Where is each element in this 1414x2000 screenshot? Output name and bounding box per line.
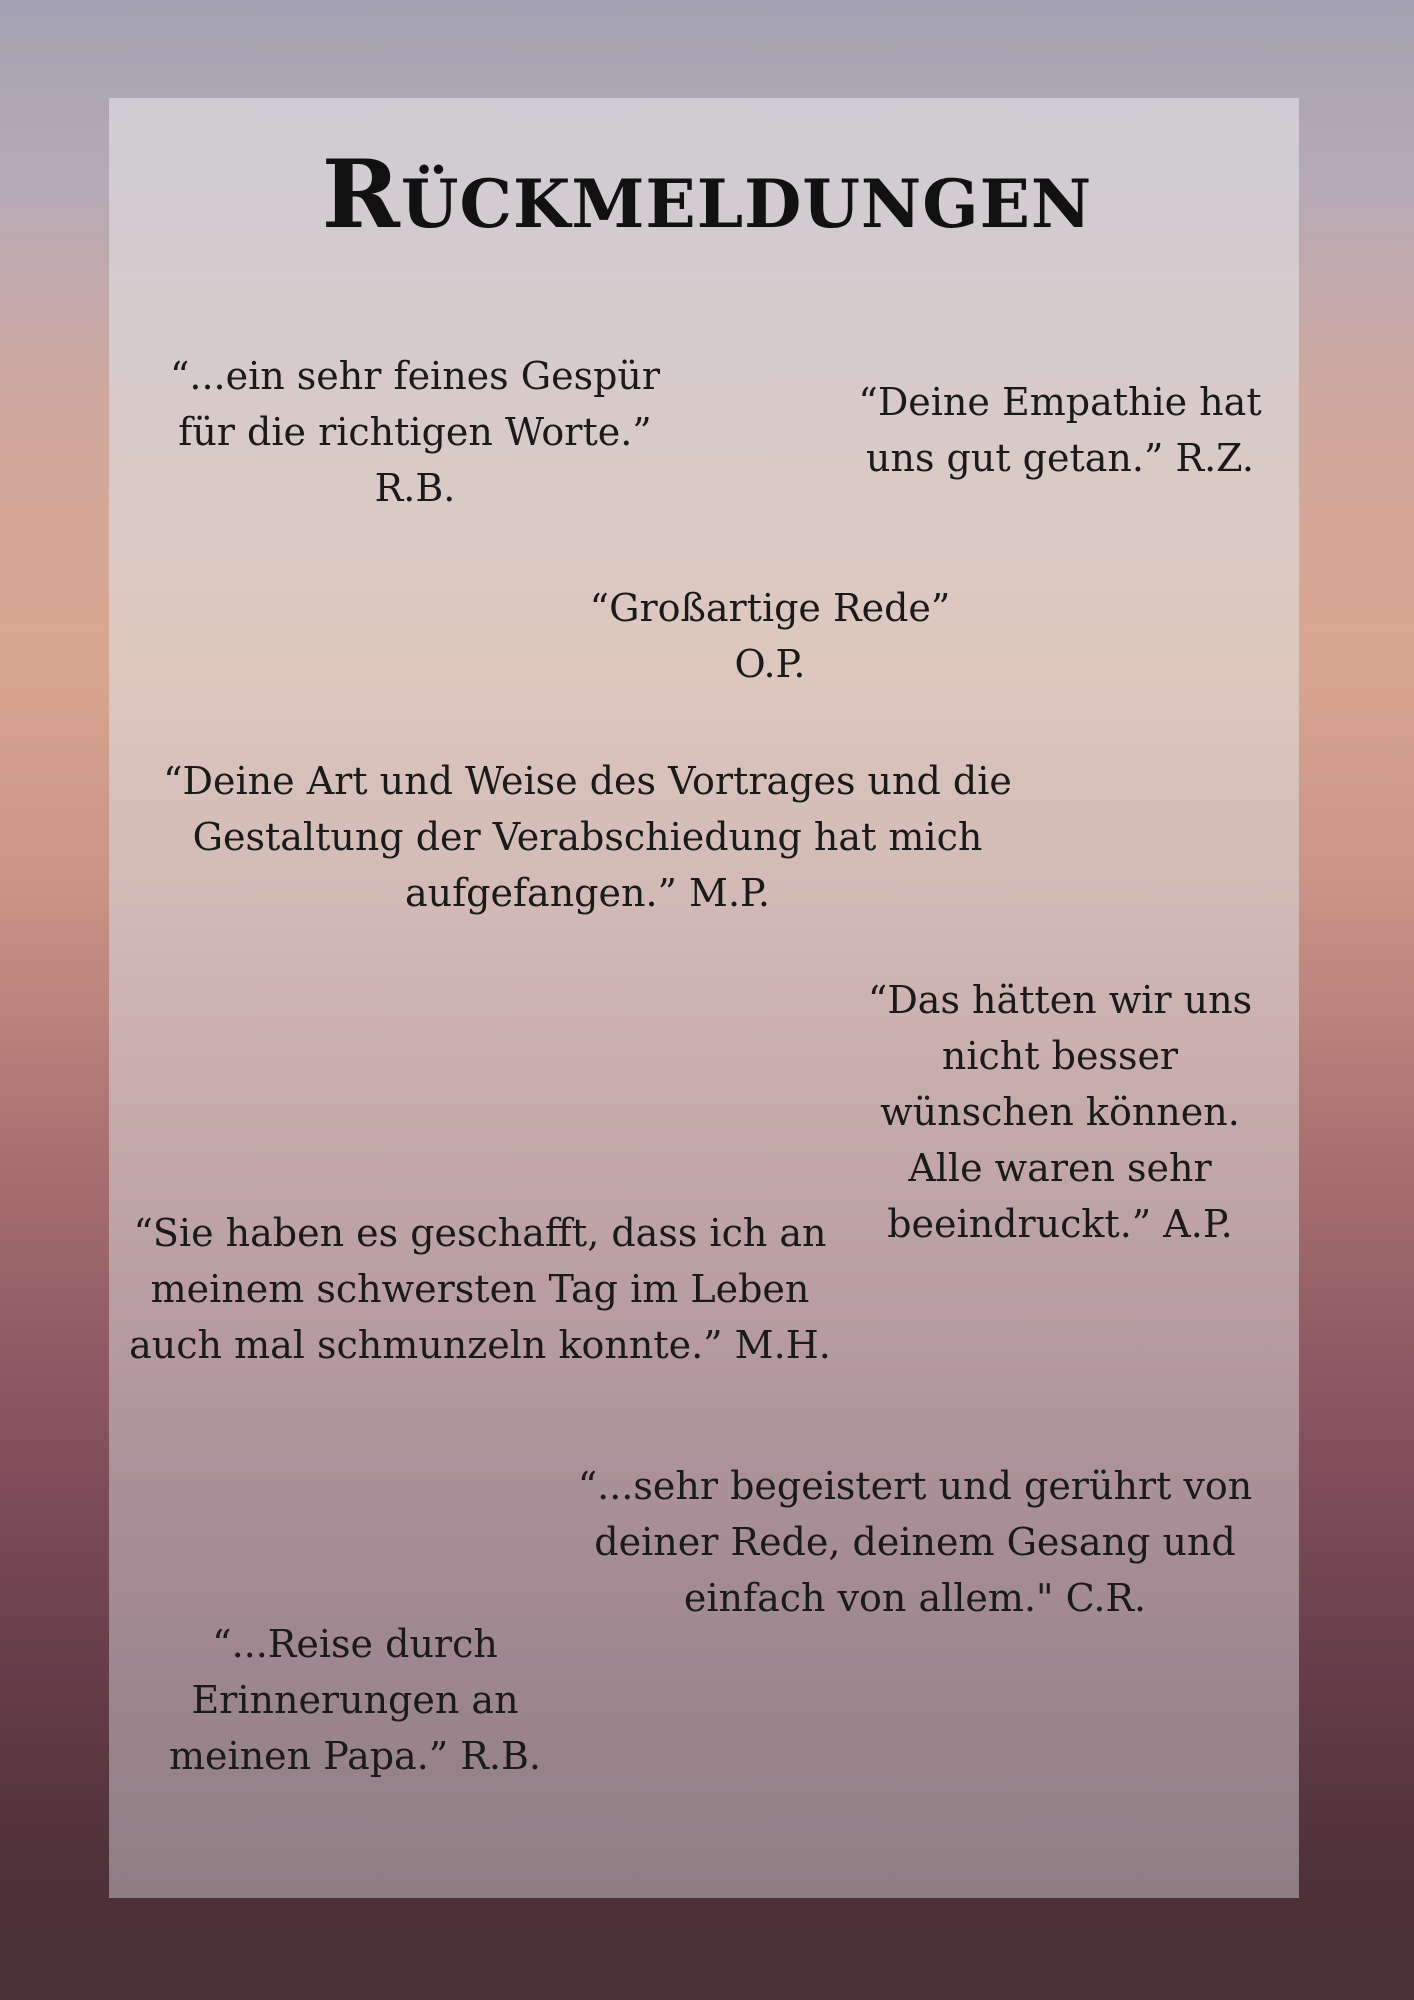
quote-2: “Deine Empathie hat uns gut getan.” R.Z.	[858, 380, 1262, 480]
quote-8: “...Reise durch Erinnerungen an meinen Papa.” R.B.	[169, 1622, 541, 1778]
quote-4: “Deine Art und Weise des Vortrages und die Gestaltung der Verabschiedung hat mich aufgefangen.” M.P.	[163, 759, 1012, 915]
quote-7: “...sehr begeistert und gerührt von deiner Rede, deinem Gesang und einfach von allem." C.R.	[577, 1464, 1253, 1620]
quote-6: “Sie haben es geschafft, dass ich an meinem schwersten Tag im Leben auch mal schmunzeln konnte.” M.H.	[129, 1211, 831, 1367]
quote-3: “Großartige Rede” O.P.	[589, 586, 951, 686]
page-title: Rückmeldungen	[321, 140, 1093, 250]
quote-5: “Das hätten wir uns nicht besser wünschen können. Alle waren sehr beeindruckt.” A.P.	[867, 978, 1253, 1246]
quote-1: “...ein sehr feines Gespür für die richtigen Worte.” R.B.	[169, 354, 661, 510]
